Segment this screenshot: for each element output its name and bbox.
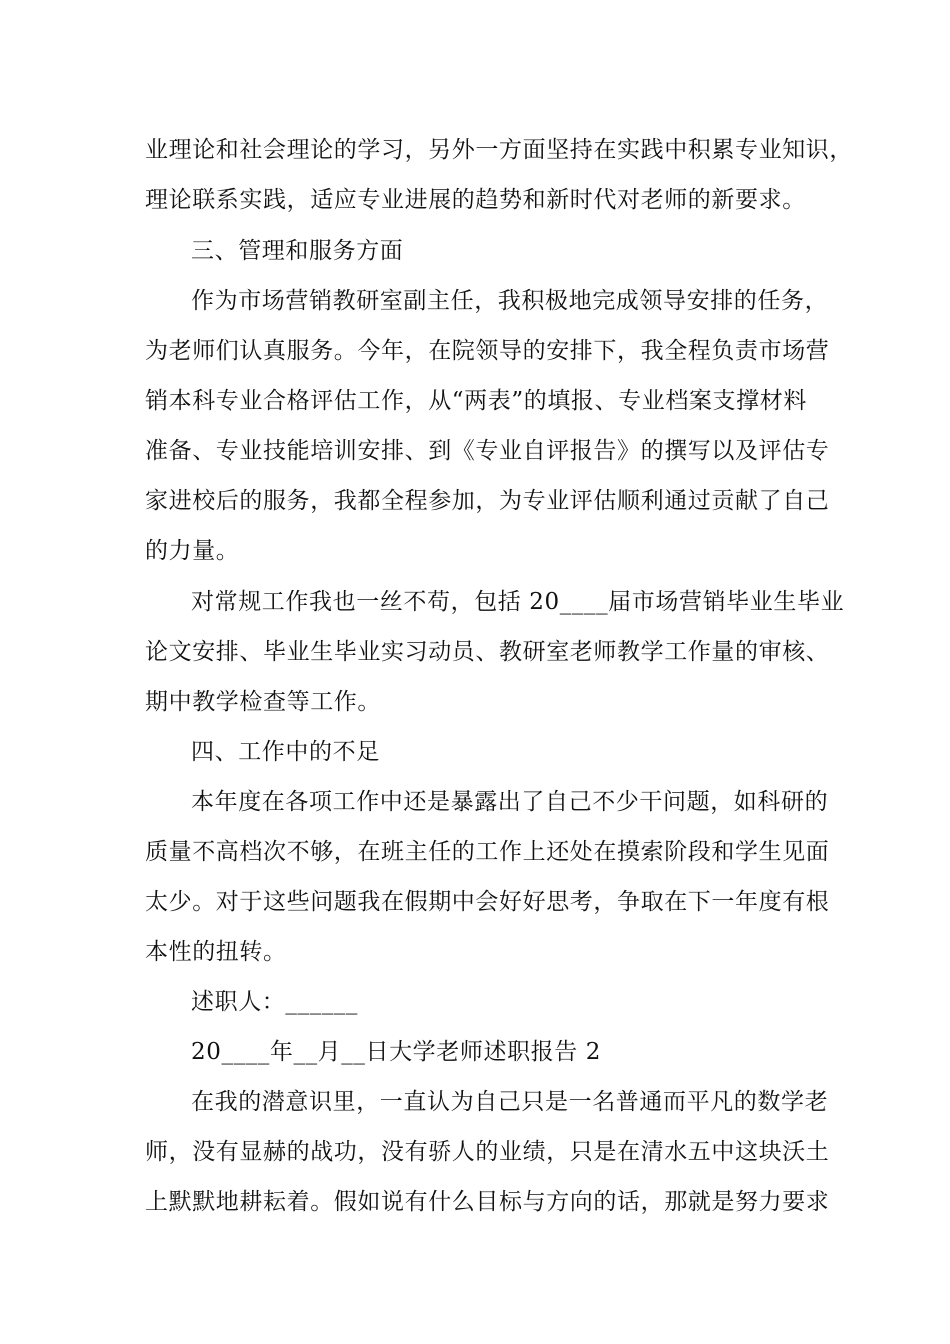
- date-title-line: 20____年__月__日大学老师述职报告 2: [191, 1039, 602, 1065]
- text-line: 上默默地耕耘着。假如说有什么目标与方向的话，那就是努力要求: [145, 1189, 830, 1215]
- text-line: 销本科专业合格评估工作，从“两表”的填报、专业档案支撑材料: [145, 388, 807, 414]
- text-line: 理论联系实践，适应专业进展的趋势和新时代对老师的新要求。: [145, 187, 806, 213]
- text-line: 师，没有显赫的战功，没有骄人的业绩，只是在清水五中这块沃土: [145, 1139, 830, 1165]
- text-line: 的力量。: [145, 538, 240, 564]
- section-heading: 四、工作中的不足: [191, 739, 380, 765]
- text-line: 家进校后的服务，我都全程参加，为专业评估顺利通过贡献了自己: [145, 488, 830, 514]
- text-line: 在我的潜意识里，一直认为自己只是一名普通而平凡的数学老: [191, 1089, 829, 1115]
- text-line: 本性的扭转。: [145, 939, 287, 965]
- text-line: 论文安排、毕业生毕业实习动员、教研室老师教学工作量的审核、: [145, 639, 830, 665]
- text-line: 太少。对于这些问题我在假期中会好好思考，争取在下一年度有根: [145, 889, 830, 915]
- text-line: 为老师们认真服务。今年，在院领导的安排下，我全程负责市场营: [145, 338, 830, 364]
- text-line: 作为市场营销教研室副主任，我积极地完成领导安排的任务，: [191, 288, 829, 314]
- text-line: 期中教学检查等工作。: [145, 689, 381, 715]
- text-line: 对常规工作我也一丝不苟，包括 20____届市场营销毕业生毕业: [191, 589, 845, 615]
- text-line: 业理论和社会理论的学习，另外一方面坚持在实践中积累专业知识，: [145, 137, 853, 163]
- text-line: 质量不高档次不够，在班主任的工作上还处在摸索阶段和学生见面: [145, 839, 830, 865]
- section-heading: 三、管理和服务方面: [191, 238, 404, 264]
- text-line: 本年度在各项工作中还是暴露出了自己不少干问题，如科研的: [191, 789, 829, 815]
- text-line: 准备、专业技能培训安排、到《专业自评报告》的撰写以及评估专: [145, 438, 830, 464]
- reporter-signature-line: 述职人：______: [191, 989, 358, 1015]
